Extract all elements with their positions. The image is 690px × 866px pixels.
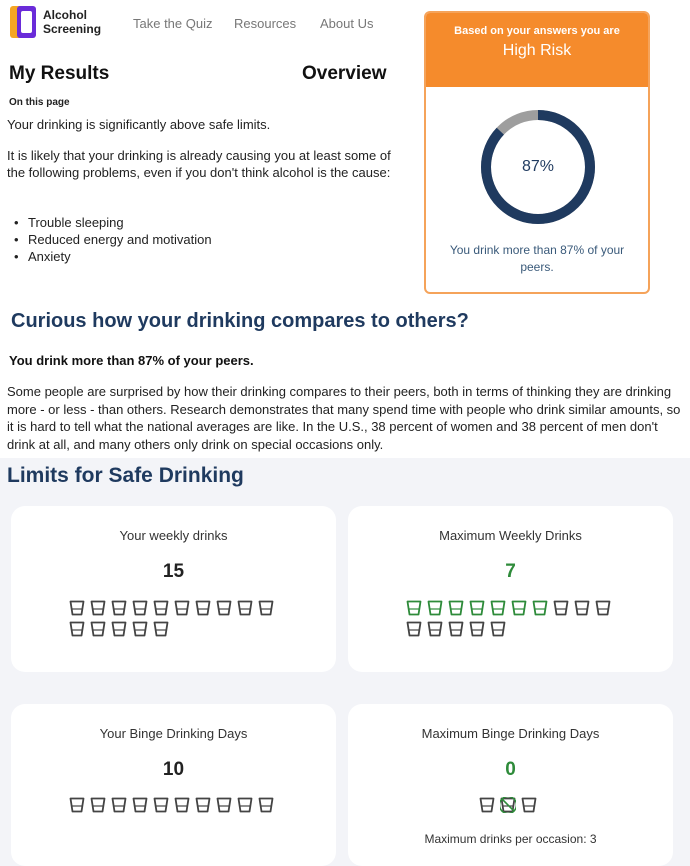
weekly-drinks-cups xyxy=(69,600,284,637)
list-item: • Anxiety xyxy=(14,248,212,265)
list-item: • Reduced energy and motivation xyxy=(14,231,212,248)
drink-icon xyxy=(427,621,443,637)
drink-icon xyxy=(448,621,464,637)
card-label: Your weekly drinks xyxy=(119,528,228,543)
drink-icon xyxy=(511,600,527,616)
drink-icon xyxy=(195,600,211,616)
problems-list xyxy=(14,214,212,265)
card-label: Maximum Binge Drinking Days xyxy=(421,726,600,741)
nav-take-quiz[interactable]: Take the Quiz xyxy=(133,16,213,31)
overview-heading: Overview xyxy=(302,63,387,84)
risk-card-header xyxy=(426,13,648,87)
drink-icon xyxy=(258,600,274,616)
drink-icon xyxy=(406,600,422,616)
drink-icon xyxy=(595,600,611,616)
drink-icon xyxy=(469,600,485,616)
card-label: Your Binge Drinking Days xyxy=(99,726,248,741)
risk-level: High Risk xyxy=(502,42,572,59)
drink-icon xyxy=(216,600,232,616)
drink-icon xyxy=(216,797,232,813)
risk-card xyxy=(424,11,650,294)
drink-icon xyxy=(490,600,506,616)
drink-icon xyxy=(195,797,211,813)
drink-icon xyxy=(111,621,127,637)
drink-icon xyxy=(90,600,106,616)
drink-icon xyxy=(153,600,169,616)
intro-text: Your drinking is significantly above safe limits. xyxy=(7,117,271,132)
drink-icon xyxy=(532,600,548,616)
drink-icon xyxy=(153,797,169,813)
compare-summary: You drink more than 87% of your peers. xyxy=(9,353,254,368)
drink-icon xyxy=(237,600,253,616)
page-title: My Results xyxy=(9,63,110,84)
on-this-page-link[interactable]: On this page xyxy=(9,97,70,108)
site-logo[interactable] xyxy=(10,6,115,38)
drink-icon xyxy=(406,621,422,637)
drink-icon xyxy=(237,797,253,813)
drink-icon xyxy=(553,600,569,616)
max-weekly-drinks-value: 7 xyxy=(505,561,516,582)
binge-days-value: 10 xyxy=(162,759,185,780)
logo-text: Alcohol Screening xyxy=(43,8,102,36)
drink-icon xyxy=(69,621,85,637)
drink-icon xyxy=(90,621,106,637)
max-binge-days-cups xyxy=(479,797,549,813)
drink-icon xyxy=(174,600,190,616)
max-weekly-drinks-cups xyxy=(406,600,621,637)
drink-icon xyxy=(111,797,127,813)
drink-icon xyxy=(258,797,274,813)
binge-days-cups xyxy=(69,797,284,813)
weekly-drinks-card xyxy=(11,506,336,672)
nav-about-us[interactable]: About Us xyxy=(320,16,374,31)
drink-icon xyxy=(574,600,590,616)
max-drinks-per-occasion: Maximum drinks per occasion: 3 xyxy=(424,832,597,846)
logo-icon xyxy=(10,6,36,38)
drink-icon xyxy=(69,797,85,813)
drink-icon xyxy=(132,797,148,813)
drink-icon xyxy=(469,621,485,637)
limits-heading: Limits for Safe Drinking xyxy=(7,464,244,487)
compare-heading: Curious how your drinking compares to others? xyxy=(11,310,469,332)
drink-icon xyxy=(69,600,85,616)
drink-icon xyxy=(111,600,127,616)
drink-icon xyxy=(521,797,537,813)
compare-body-text: Some people are surprised by how their drinking compares to their peers, both in terms of thinking they are drinking more - or less - than others. Research demonstrates that many spend time with people who drink similar amounts, so it is hard to tell what the national averages are like. In the U.S., 38 percent of women and 38 percent of men don't drink at all, and many others only drink on special occasions only. xyxy=(7,384,681,452)
drink-icon xyxy=(479,797,495,813)
drink-icon xyxy=(490,621,506,637)
drink-icon xyxy=(132,600,148,616)
binge-days-card xyxy=(11,704,336,866)
drink-icon xyxy=(448,600,464,616)
risk-caption: Based on your answers you are xyxy=(454,25,620,37)
weekly-drinks-value: 15 xyxy=(162,561,185,582)
drink-icon xyxy=(90,797,106,813)
risk-footer-text: You drink more than 87% of your peers. xyxy=(449,243,625,274)
limits-section xyxy=(0,458,690,866)
crossed-drink-icon xyxy=(500,797,516,813)
risk-percent: 87% xyxy=(521,158,555,175)
nav-resources[interactable]: Resources xyxy=(234,16,297,31)
drink-icon xyxy=(427,600,443,616)
max-weekly-drinks-card xyxy=(348,506,673,672)
drink-icon xyxy=(132,621,148,637)
max-binge-days-value: 0 xyxy=(505,759,516,780)
drink-icon xyxy=(174,797,190,813)
list-item: • Trouble sleeping xyxy=(14,214,212,231)
problems-intro-text: It is likely that your drinking is already causing you at least some of the following problems, even if you don't think alcohol is the cause: xyxy=(7,148,391,180)
drink-icon xyxy=(153,621,169,637)
max-binge-days-card xyxy=(348,704,673,866)
card-label: Maximum Weekly Drinks xyxy=(439,528,582,543)
